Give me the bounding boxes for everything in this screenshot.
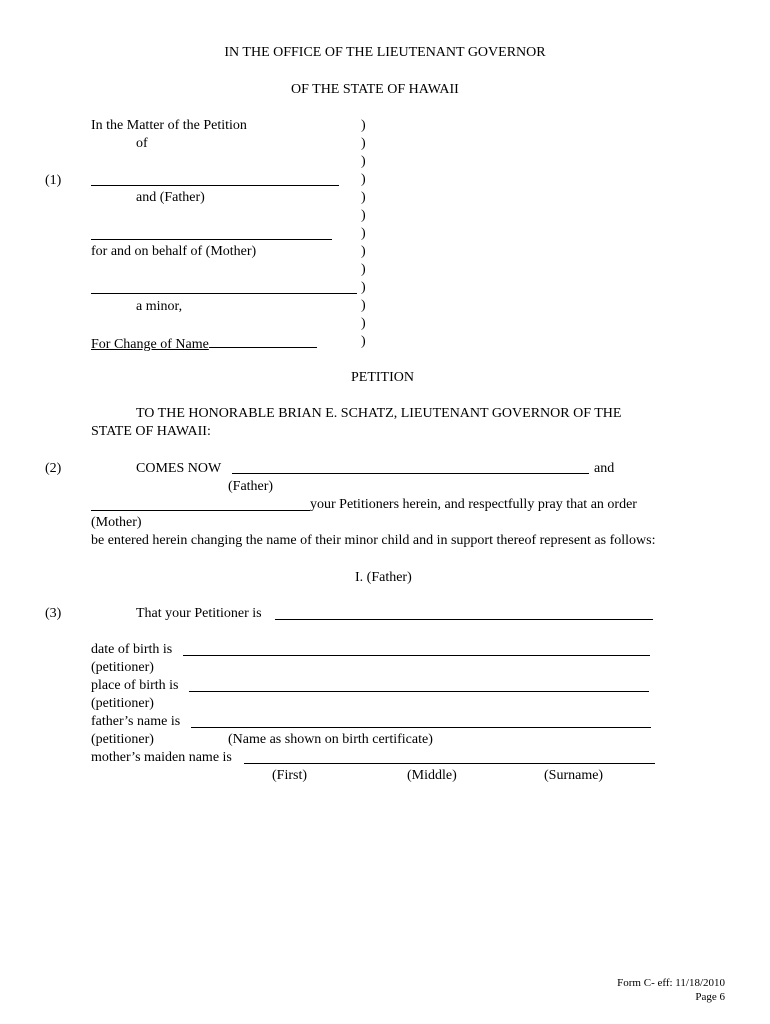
- change-of-name-text: For Change of Name: [91, 337, 209, 352]
- marker-2: (2): [45, 461, 62, 476]
- footer-form: Form C- eff: 11/18/2010: [617, 977, 725, 989]
- dob-field[interactable]: [183, 655, 650, 656]
- surname-label: (Surname): [544, 768, 604, 783]
- dob-sub-label: (petitioner): [91, 660, 154, 675]
- marker-3: (3): [45, 606, 62, 621]
- father-sub-label-2: (petitioner): [91, 732, 154, 747]
- change-of-name-label: [91, 335, 317, 353]
- caption-paren: ): [361, 154, 366, 169]
- caption-paren: ): [361, 172, 366, 187]
- header-line-2: OF THE STATE OF HAWAII: [291, 82, 459, 97]
- entered-text: be entered herein changing the name of their minor child and in support thereof represent as follows:: [91, 533, 656, 548]
- caption-paren: ): [361, 298, 366, 313]
- caption-paren: ): [361, 280, 366, 295]
- father-name-field[interactable]: [191, 727, 651, 728]
- caption-paren: ): [361, 136, 366, 151]
- caption-paren: ): [361, 334, 366, 349]
- matter-line: In the Matter of the Petition: [91, 118, 247, 133]
- mother-maiden-field[interactable]: [244, 763, 655, 764]
- mother-name-blank[interactable]: [91, 239, 332, 240]
- minor-name-blank[interactable]: [91, 293, 357, 294]
- dob-label: date of birth is: [91, 642, 173, 657]
- petition-title: PETITION: [351, 370, 414, 385]
- first-label: (First): [272, 768, 307, 783]
- and-label: and: [594, 461, 615, 476]
- petitioner-is-label: That your Petitioner is: [136, 606, 262, 621]
- father-name-blank[interactable]: [232, 473, 589, 474]
- mother-maiden-label: mother’s maiden name is: [91, 750, 232, 765]
- pob-field[interactable]: [189, 691, 649, 692]
- mother-sub-label: (Mother): [91, 515, 142, 530]
- father-sub-label: (Father): [228, 479, 274, 494]
- caption-paren: ): [361, 226, 366, 241]
- address-line-1: TO THE HONORABLE BRIAN E. SCHATZ, LIEUTENANT GOVERNOR OF THE: [136, 406, 622, 421]
- minor-label: a minor,: [136, 299, 183, 314]
- and-father-label: and (Father): [136, 190, 205, 205]
- section-heading: I. (Father): [355, 570, 412, 585]
- caption-paren: ): [361, 190, 366, 205]
- name-note: (Name as shown on birth certificate): [228, 732, 433, 747]
- for-behalf-label: for and on behalf of (Mother): [91, 244, 257, 259]
- petitioners-text: your Petitioners herein, and respectfully pray that an order: [310, 497, 637, 512]
- caption-paren: ): [361, 262, 366, 277]
- change-of-name-underline: [209, 335, 317, 348]
- caption-paren: ): [361, 316, 366, 331]
- petitioner-name-blank[interactable]: [91, 185, 339, 186]
- petitioner-name-field[interactable]: [275, 619, 653, 620]
- footer-page: Page 6: [695, 991, 725, 1003]
- father-name-label: father’s name is: [91, 714, 181, 729]
- pob-sub-label: (petitioner): [91, 696, 154, 711]
- address-line-2: STATE OF HAWAII:: [91, 424, 211, 439]
- of-label: of: [136, 136, 148, 151]
- marker-1: (1): [45, 173, 62, 188]
- caption-paren: ): [361, 208, 366, 223]
- header-line-1: IN THE OFFICE OF THE LIEUTENANT GOVERNOR: [224, 45, 546, 60]
- comes-now-label: COMES NOW: [136, 461, 222, 476]
- caption-paren: ): [361, 118, 366, 133]
- middle-label: (Middle): [407, 768, 457, 783]
- mother-name-blank[interactable]: [91, 510, 310, 511]
- caption-paren: ): [361, 244, 366, 259]
- pob-label: place of birth is: [91, 678, 179, 693]
